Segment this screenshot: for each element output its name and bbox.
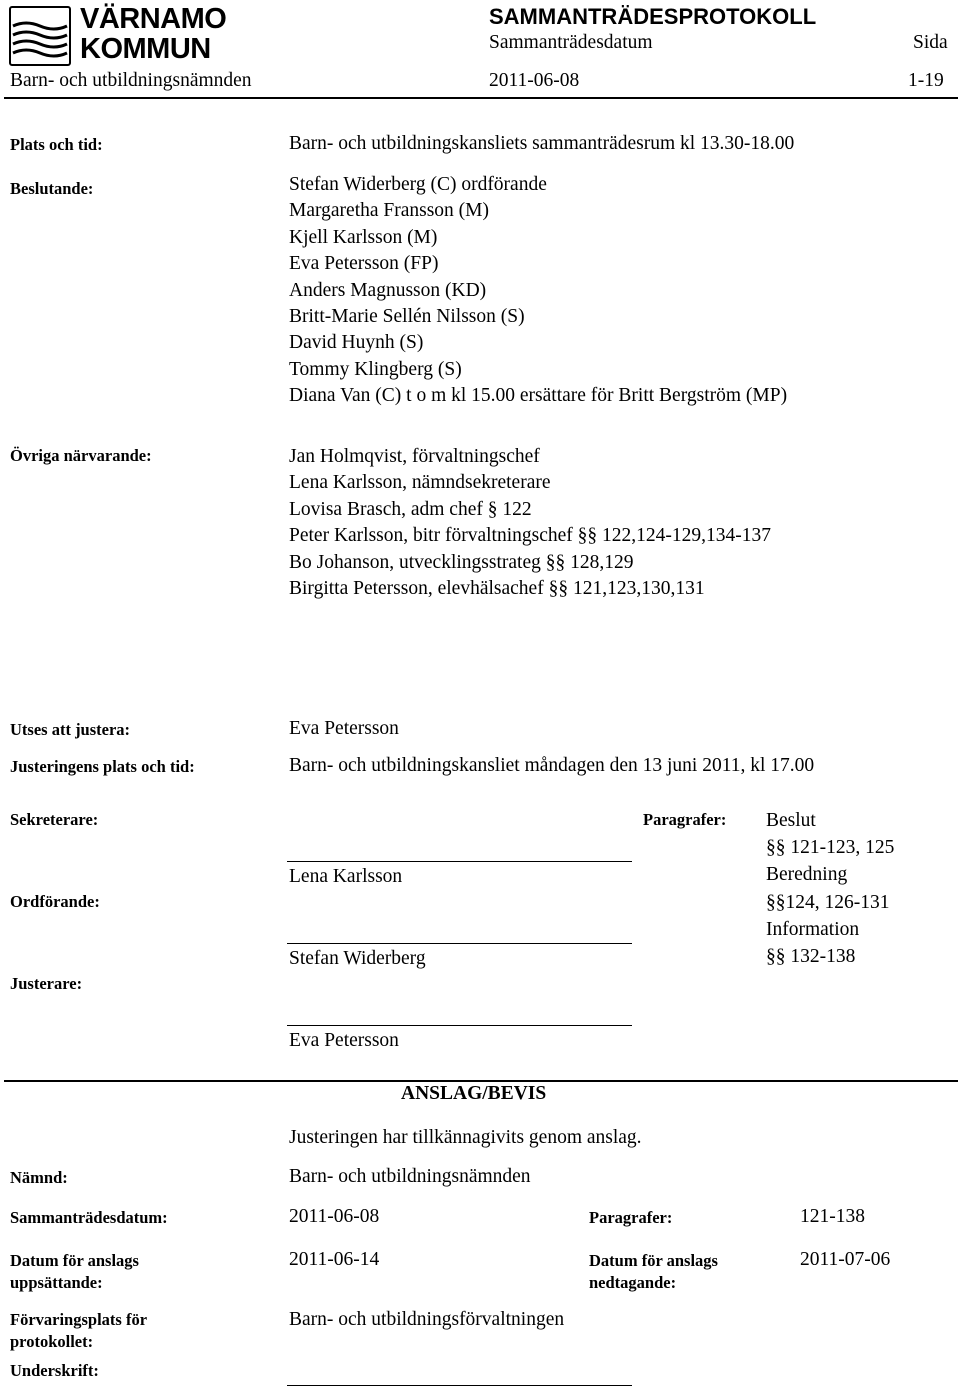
notice-meeting-date-label: Sammanträdesdatum:: [10, 1208, 168, 1227]
notice-statement: Justeringen har tillkännagivits genom anslag.: [289, 1127, 642, 1148]
notice-paragraphs-value: 121-138: [800, 1206, 865, 1227]
posted-date-value: 2011-06-14: [289, 1249, 380, 1270]
list-item: Britt-Marie Sellén Nilsson (S): [289, 306, 525, 328]
paragraph-heading: Information: [766, 919, 860, 940]
page-number: 1-19: [908, 70, 944, 91]
adjuster-name: Eva Petersson: [289, 1030, 399, 1051]
page-label: Sida: [913, 32, 948, 53]
removed-date-value: 2011-07-06: [800, 1249, 891, 1270]
adjustment-place-label: Justeringens plats och tid:: [10, 757, 195, 776]
appointed-adjuster-label: Utses att justera:: [10, 720, 131, 739]
chair-signature-line: [287, 943, 632, 944]
list-item: Anders Magnusson (KD): [289, 279, 487, 301]
removed-date-label: Datum för anslags nedtagande:: [589, 1251, 718, 1292]
chair-name: Stefan Widerberg: [289, 948, 426, 969]
secretary-name: Lena Karlsson: [289, 866, 403, 887]
notice-paragraphs-label: Paragrafer:: [589, 1208, 673, 1227]
notice-meeting-date-value: 2011-06-08: [289, 1206, 380, 1227]
notice-signature-line: [287, 1385, 632, 1386]
document-title: SAMMANTRÄDESPROTOKOLL: [489, 4, 817, 29]
list-item: Tommy Klingberg (S): [289, 358, 462, 380]
list-item: Lena Karlsson, nämndsekreterare: [289, 472, 551, 494]
logo-emblem-icon: [9, 6, 71, 66]
list-item: Birgitta Petersson, elevhälsachef §§ 121,123,130,131: [289, 578, 705, 600]
list-item: Lovisa Brasch, adm chef § 122: [289, 498, 532, 520]
logo-line-2: KOMMUN: [80, 33, 211, 65]
place-time-label: Plats och tid:: [10, 135, 103, 154]
deciding-label: Beslutande:: [10, 179, 94, 198]
posted-date-label: Datum för anslags uppsättande:: [10, 1251, 139, 1292]
deciding-members-list: [289, 172, 787, 410]
adjuster-signature-line: [287, 1025, 632, 1026]
paragraphs-label: Paragrafer:: [643, 810, 727, 829]
header-divider: [4, 97, 958, 99]
list-item: Jan Holmqvist, förvaltningschef: [289, 446, 540, 467]
committee-name: Barn- och utbildningsnämnden: [10, 70, 252, 91]
list-item: David Huynh (S): [289, 332, 424, 354]
place-time-value: Barn- och utbildningskansliets sammanträdesrum kl 13.30-18.00: [289, 133, 795, 154]
secretary-signature-line: [287, 861, 632, 862]
notice-title: ANSLAG/BEVIS: [401, 1083, 547, 1104]
storage-place-label: Förvaringsplats för protokollet:: [10, 1310, 148, 1351]
list-item: Margaretha Fransson (M): [289, 200, 490, 222]
storage-place-value: Barn- och utbildningsförvaltningen: [289, 1309, 565, 1330]
list-item: Bo Johanson, utvecklingsstrateg §§ 128,129: [289, 551, 634, 573]
list-item: Diana Van (C) t o m kl 15.00 ersättare för Britt Bergström (MP): [289, 385, 788, 407]
meeting-date: 2011-06-08: [489, 70, 580, 91]
adjuster-label: Justerare:: [10, 974, 83, 993]
secretary-label: Sekreterare:: [10, 810, 99, 829]
signature-label: Underskrift:: [10, 1361, 99, 1380]
notice-divider: [4, 1080, 958, 1082]
list-item: Peter Karlsson, bitr förvaltningschef §§ 122,124-129,134-137: [289, 525, 771, 547]
list-item: Kjell Karlsson (M): [289, 226, 438, 248]
others-present-label: Övriga närvarande:: [10, 446, 152, 465]
meeting-date-label: Sammanträdesdatum: [489, 32, 653, 53]
paragraph-range: §§ 121-123, 125: [766, 837, 895, 858]
paragraph-range: §§124, 126-131: [766, 892, 890, 913]
others-present-list: [289, 444, 771, 602]
logo-line-1: VÄRNAMO: [80, 3, 227, 35]
appointed-adjuster-value: Eva Petersson: [289, 718, 399, 739]
adjustment-place-value: Barn- och utbildningskansliet måndagen den 13 juni 2011, kl 17.00: [289, 755, 815, 776]
paragraph-range: §§ 132-138: [766, 946, 856, 967]
paragraph-heading: Beslut: [766, 810, 816, 831]
board-label: Nämnd:: [10, 1168, 68, 1187]
list-item: Stefan Widerberg (C) ordförande: [289, 174, 547, 195]
list-item: Eva Petersson (FP): [289, 253, 439, 275]
chair-label: Ordförande:: [10, 892, 100, 911]
paragraph-heading: Beredning: [766, 864, 848, 885]
board-value: Barn- och utbildningsnämnden: [289, 1166, 531, 1187]
